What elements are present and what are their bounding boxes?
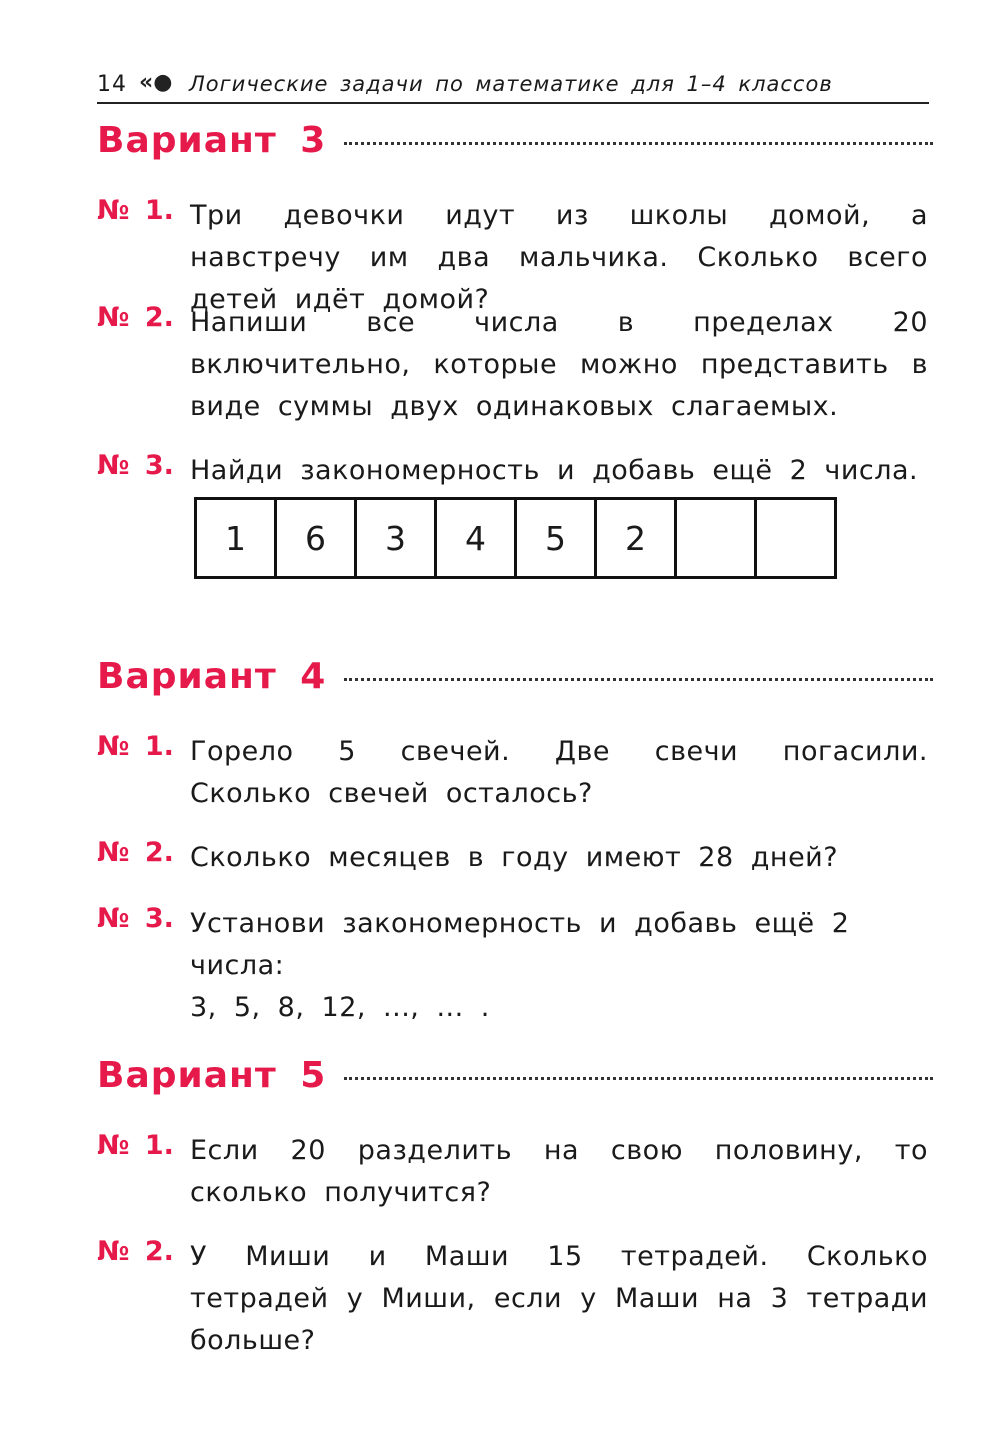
variant-5-title: Вариант 5 (97, 1055, 327, 1096)
task-text (190, 903, 928, 1029)
task-number: № 1. (97, 195, 174, 226)
task-number: № 1. (97, 731, 174, 762)
variant-3 (97, 120, 933, 164)
sequence-cell-empty[interactable] (756, 499, 836, 578)
sequence-cell: 2 (596, 499, 676, 578)
variant-5-heading (97, 1055, 933, 1099)
number-sequence: 3, 5, 8, 12, ..., ... . (190, 992, 490, 1023)
variant-4-title: Вариант 4 (97, 656, 327, 697)
task-number: № 3. (97, 903, 174, 934)
task-number: № 1. (97, 1130, 174, 1161)
variant-3-heading (97, 120, 933, 164)
dotted-rule (344, 142, 933, 145)
sequence-cell: 6 (276, 499, 356, 578)
sequence-cell: 1 (196, 499, 276, 578)
sequence-cell: 3 (356, 499, 436, 578)
sequence-cell: 4 (436, 499, 516, 578)
task-number: № 2. (97, 837, 174, 868)
task-text-line-1: Установи закономерность и добавь ещё 2 числа: (190, 908, 850, 981)
task-text: Горело 5 свечей. Две свечи погасили. Сколько свечей осталось? (190, 736, 928, 809)
dotted-rule (344, 678, 933, 681)
task-text: Если 20 разделить на свою половину, то сколько получится? (190, 1135, 928, 1208)
sequence-cell: 5 (516, 499, 596, 578)
quote-mark-icon: «● (139, 70, 173, 95)
variant-5 (97, 1055, 933, 1099)
dotted-rule (344, 1077, 933, 1080)
task-text: Сколько месяцев в году имеют 28 дней? (190, 842, 839, 873)
sequence-cell-empty[interactable] (676, 499, 756, 578)
task-text: Три девочки идут из школы домой, а навстречу им два мальчика. Сколько всего детей идёт домой? (190, 200, 928, 315)
task-number: № 2. (97, 1236, 174, 1267)
book-title: Логические задачи по математике для 1–4 классов (189, 72, 833, 96)
page-number: 14 (97, 72, 127, 97)
sequence-table (194, 497, 837, 579)
task-number: № 2. (97, 302, 174, 333)
page-header (97, 70, 929, 104)
variant-4-heading (97, 656, 933, 700)
task-text: Найди закономерность и добавь ещё 2 числа. (190, 455, 919, 486)
variant-4 (97, 656, 933, 700)
task-number: № 3. (97, 450, 174, 481)
task-text: У Миши и Маши 15 тетрадей. Сколько тетрадей у Миши, если у Маши на 3 тетради больше? (190, 1241, 928, 1356)
task-text: Напиши все числа в пределах 20 включительно, которые можно представить в виде суммы двух одинаковых слагаемых. (190, 307, 928, 422)
variant-3-title: Вариант 3 (97, 120, 327, 161)
